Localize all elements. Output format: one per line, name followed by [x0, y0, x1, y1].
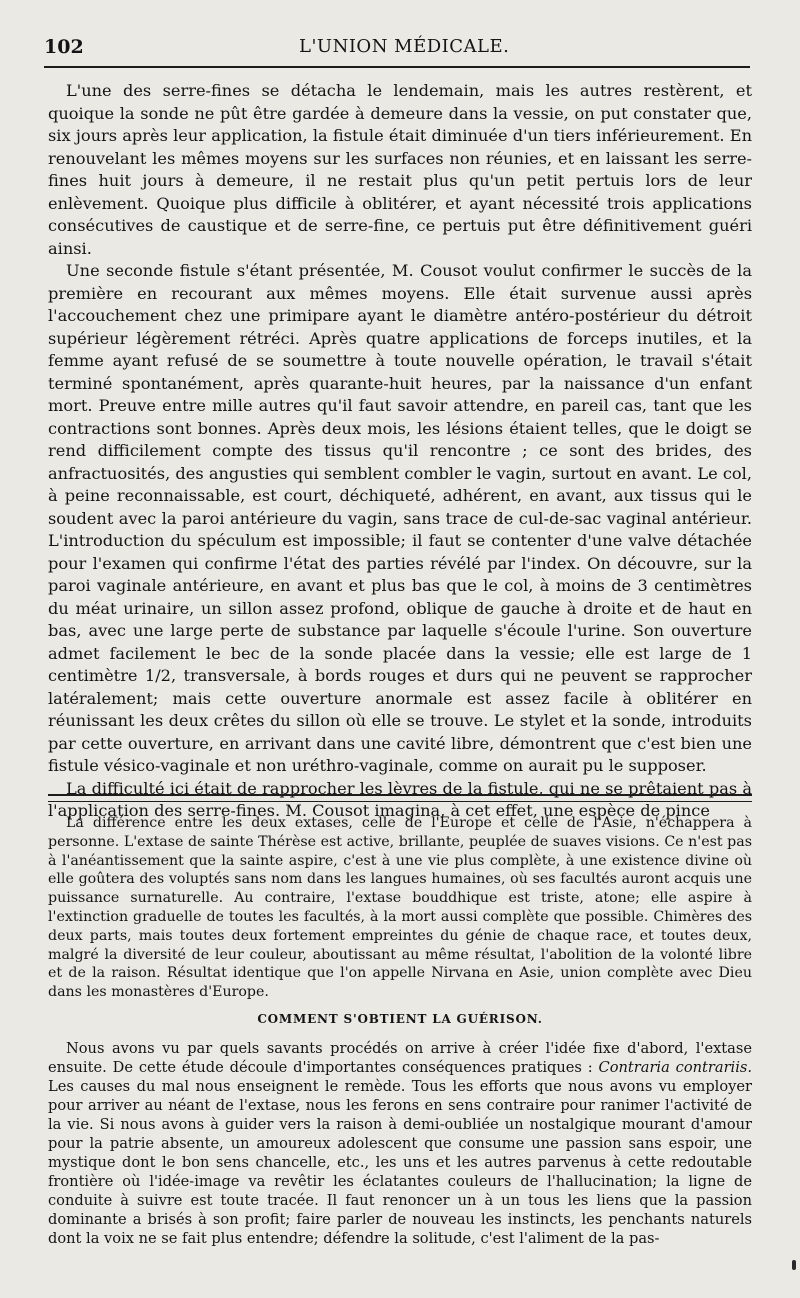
page-number: 102 [44, 36, 84, 58]
article-paragraph: Une seconde fistule s'étant présentée, M. Cousot voulut confirmer le succès de la première en recourant aux mêmes moyens. Elle était survenue aussi après l'accouchement chez une primipare ayant le diamètre antéro-postérieur du détroit supérieur légèrement rétréci. Après quatre applications de forceps inutiles, et la femme ayant refusé de se soumettre à toute nouvelle opération, le travail s'était terminé spontanément, après quarante-huit heures, par la naissance d'un enfant mort. Preuve entre mille autres qu'il faut savoir attendre, en pareil cas, tant que les contractions sont bonnes. Après deux mois, les lésions étaient telles, que le doigt se rend difficilement compte des tissus qu'il rencontre ; ce sont des brides, des anfractuosités, des angusties qui semblent combler le vagin, surtout en avant. Le col, à peine reconnaissable, est court, déchiqueté, adhérent, en avant, aux tissus qui le soudent avec la paroi antérieure du vagin, sans trace de cul-de-sac vaginal antérieur. L'introduction du spéculum est impossible; il faut se contenter d'une valve détachée pour l'examen qui confirme l'état des parties révélé par l'index. On découvre, sur la paroi vaginale antérieure, en avant et plus bas que le col, à moins de 3 centimètres du méat urinaire, un sillon assez profond, oblique de gauche à droite et de haut en bas, avec une large perte de substance par laquelle s'écoule l'urine. Son ouverture admet facilement le bec de la sonde placée dans la vessie; elle est large de 1 centimètre 1/2, transversale, à bords rouges et durs qui ne peuvent se rapprocher latéralement; mais cette ouverture anormale est assez facile à oblitérer en réunissant les deux crêtes du sillon où elle se trouve. Le stylet et la sonde, introduits par cette ouverture, en arrivant dans une cavité libre, démontrent que c'est bien une fistule vésico-vaginale et non uréthro-vaginale, comme on aurait pu le supposer. [48, 261, 752, 775]
section-heading: COMMENT S'OBTIENT LA GUÉRISON. [257, 1011, 543, 1026]
running-title: L'UNION MÉDICALE. [299, 36, 510, 57]
feuilleton-divider [48, 794, 752, 802]
latin-maxim: Contraria contrariis. [598, 1058, 753, 1076]
article-body [48, 80, 752, 823]
feuilleton-paragraph [48, 1039, 752, 1248]
article-paragraph: La difficulté ici était de rapprocher les lèvres de la fistule, qui ne se prêtaient pas à l'application des serre-fines. M. Cousot imagina, à cet effet, une espèce de pince [48, 778, 752, 820]
feuilleton-paragraph: La différence entre les deux extases, celle de l'Europe et celle de l'Asie, n'échappera à personne. L'extase de sainte Thérèse est active, brillante, peuplée de suaves visions. Ce n'est pas à l'anéantissement que la sainte aspire, c'est à une vie plus complète, à une existence divine où elle goûtera des voluptés sans nom dans les langues humaines, où ses facultés auront acquis une puissance surnaturelle. Au contraire, l'extase bouddhique est triste, atone; elle aspire à l'extinction graduelle de toutes les facultés, à la mort aussi complète que possible. Chimères des deux parts, mais toutes deux fortement empreintes du génie de chaque race, et toutes deux, malgré la diversité de leur couleur, aboutissant au même résultat, l'abolition de la volonté libre et de la raison. Résultat identique que l'on appelle Nirvana en Asie, union complète avec Dieu dans les monastères d'Europe. [48, 815, 752, 1001]
article-paragraph: L'une des serre-fines se détacha le lendemain, mais les autres restèrent, et quoique la sonde ne pût être gardée à demeure dans la vessie, on put constater que, six jours après leur application, la fistule était diminuée d'un tiers inférieurement. En renouvelant les mêmes moyens sur les surfaces non réunies, et en laissant les serre-fines huit jours à demeure, il ne restait plus qu'un petit pertuis lors de leur enlèvement. Quoique plus difficile à oblitérer, et ayant nécessité trois applications consécutives de caustique et de serre-fine, ce pertuis put être définitivement guéri ainsi. [48, 81, 752, 258]
header-rule [44, 66, 750, 68]
paragraph-text: Nous avons vu par quels savants procédés on arrive à créer l'idée fixe d'abord, l'extase ensuite. De cette étude découle d'importantes conséquences pratiques : [48, 1039, 752, 1076]
feuilleton-body [48, 814, 752, 1248]
page-header [44, 34, 750, 66]
ink-mark [792, 1260, 796, 1270]
paragraph-text: Les causes du mal nous enseignent le remède. Tous les efforts que nous avons vu employer pour arriver au néant de l'extase, nous les ferons en sens contraire pour ranimer l'activité de la vie. Si nous avons à guider vers la raison à demi-oubliée un nostalgique mourant d'amour pour la patrie absente, un amoureux adolescent que consume une passion sans espoir, une mystique dont le bon sens chancelle, etc., les uns et les autres parvenus à cette redoutable frontière où l'idée-image va revêtir les éclatantes couleurs de l'hallucination; la ligne de conduite à suivre est toute tracée. Il faut renoncer un à un tous les liens que la passion dominante a brisés à son profit; faire parler de nouveau les instincts, les penchants naturels dont la voix ne se fait plus entendre; défendre la solitude, c'est l'aliment de la pas- [48, 1077, 752, 1247]
